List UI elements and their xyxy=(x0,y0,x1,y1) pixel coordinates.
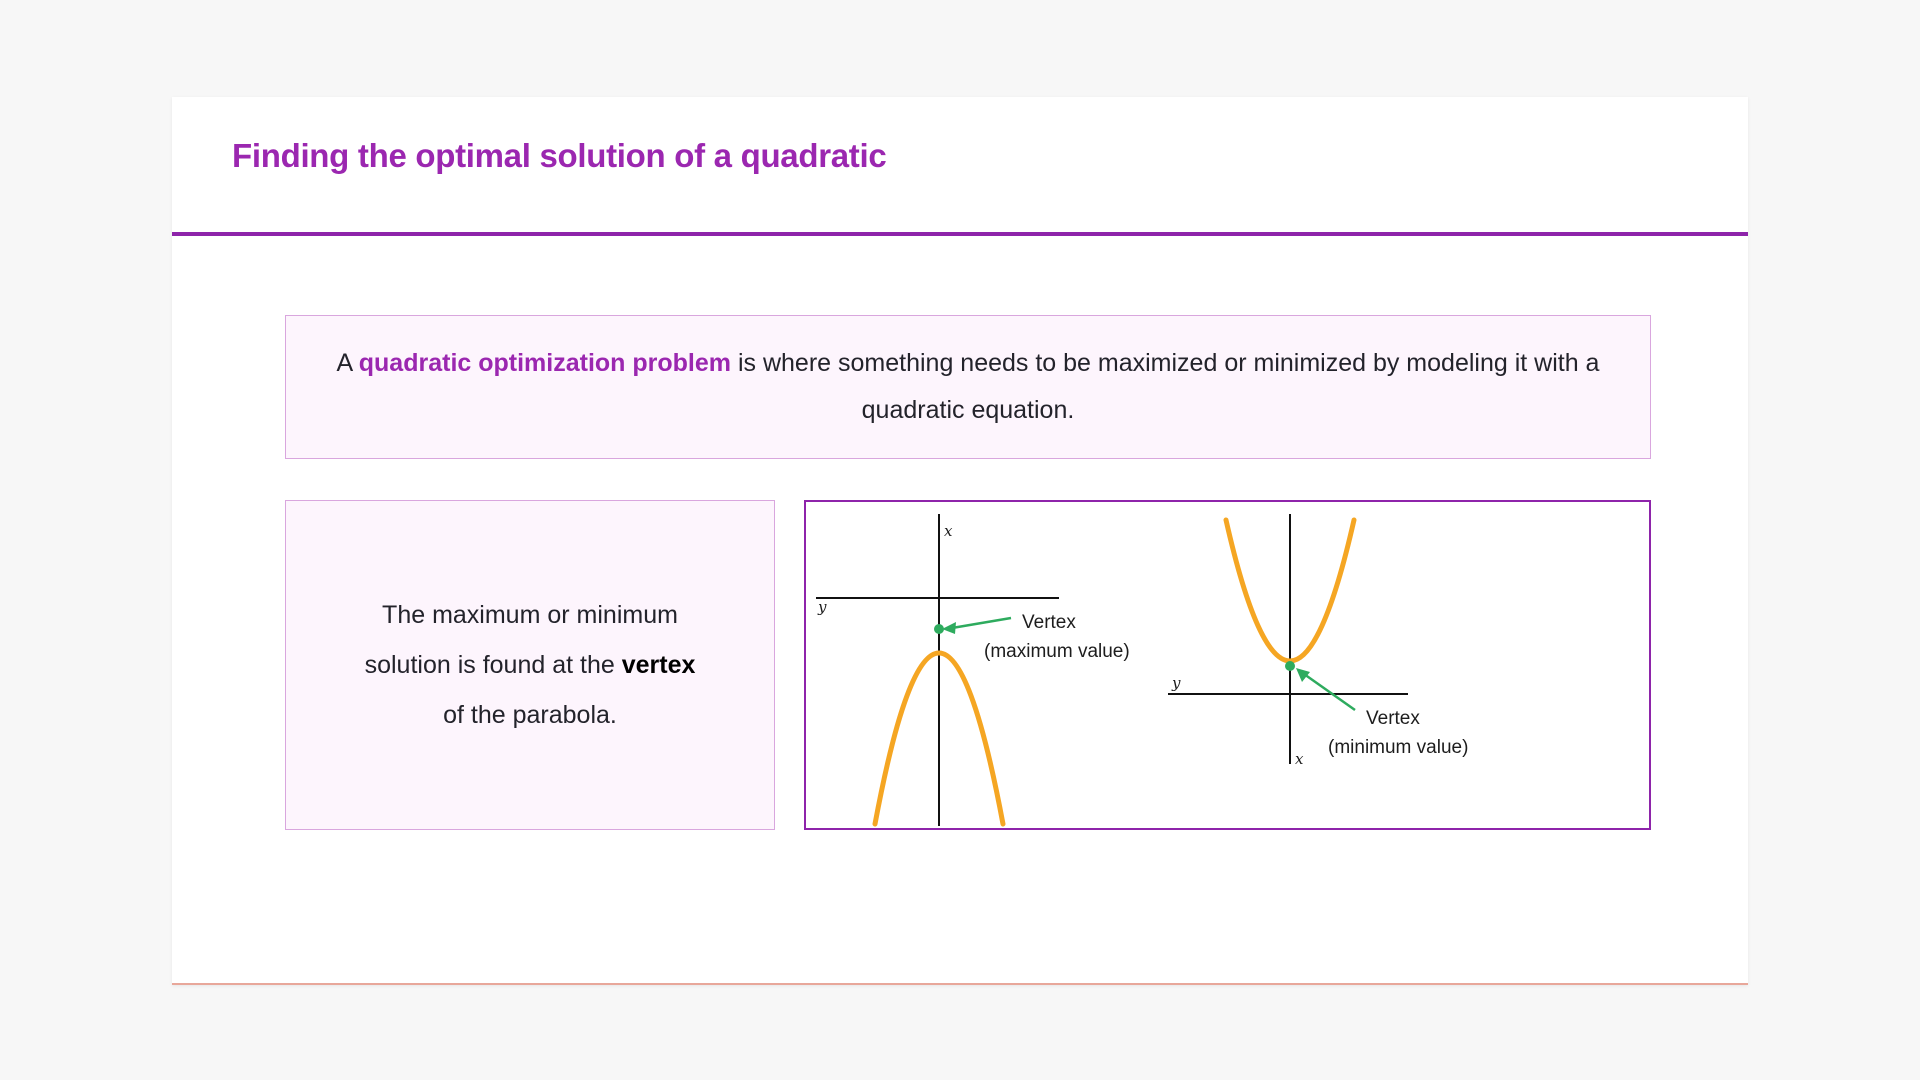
right-horizontal-axis-label: y xyxy=(1172,674,1181,692)
left-graph xyxy=(816,514,1130,826)
vertex-note-line1: The maximum or minimum xyxy=(382,601,678,629)
parabola-figure xyxy=(804,500,1651,830)
left-callout-line1: Vertex xyxy=(1022,612,1076,633)
page-title: Finding the optimal solution of a quadratic xyxy=(232,137,887,174)
left-callout-line2: (maximum value) xyxy=(984,641,1130,662)
right-vertex-arrow xyxy=(1296,668,1355,710)
right-callout-line2: (minimum value) xyxy=(1328,737,1469,758)
right-vertical-axis-label: x xyxy=(1295,750,1304,768)
definition-callout xyxy=(285,315,1651,459)
definition-text xyxy=(286,340,1650,435)
vertex-note-bold: vertex xyxy=(621,651,696,679)
vertex-note-text xyxy=(341,590,720,740)
vertex-note-panel xyxy=(285,500,775,830)
right-callout-line1: Vertex xyxy=(1366,708,1420,729)
parabola-figure-svg xyxy=(806,502,1649,828)
title-divider xyxy=(172,232,1748,236)
vertex-note-line2-pre: solution is found at the xyxy=(364,651,622,679)
right-vertex-marker xyxy=(1285,661,1295,671)
left-vertex-arrow xyxy=(942,618,1011,634)
slide xyxy=(172,97,1748,985)
definition-lead: A xyxy=(336,348,359,377)
left-vertical-axis-label: x xyxy=(944,522,953,540)
right-graph xyxy=(1168,514,1468,768)
bottom-divider xyxy=(172,983,1748,985)
vertex-note-line3: of the parabola. xyxy=(443,701,617,729)
definition-highlight: quadratic optimization problem xyxy=(358,348,732,377)
definition-rest: is where something needs to be maximized or minimized by modeling it with a quadratic equation. xyxy=(731,348,1600,424)
left-horizontal-axis-label: y xyxy=(818,598,827,616)
